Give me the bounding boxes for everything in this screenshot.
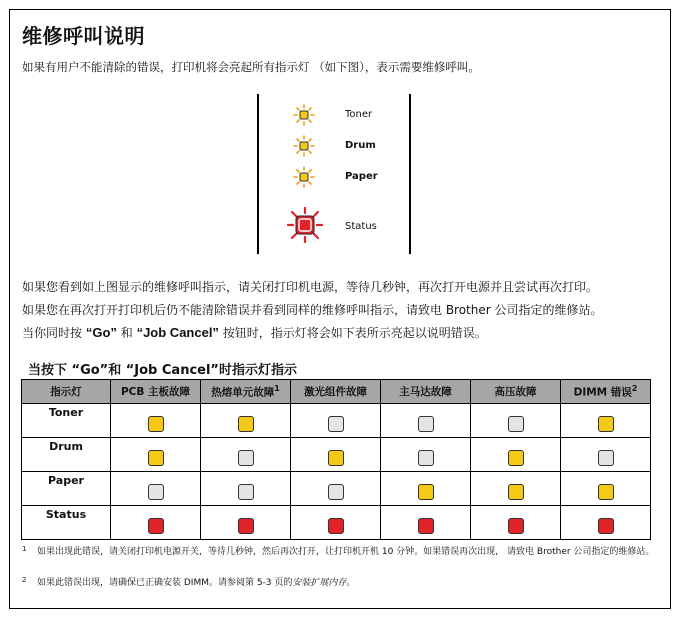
paragraph-3-part-c: 按钮时，指示灯将会如下表所示亮起以说明错误。 [222, 326, 487, 340]
indicator-cell [561, 472, 651, 506]
indicator-cell [111, 472, 201, 506]
gray-lamp-icon [598, 450, 614, 466]
table-row [22, 404, 651, 438]
yellow-lamp-icon [598, 416, 614, 432]
gray-lamp-icon [148, 484, 164, 500]
yellow-lamp-icon [328, 450, 344, 466]
indicator-cell [291, 472, 381, 506]
status-light-icon [287, 207, 323, 243]
header-text: DIMM 错误 [573, 386, 632, 399]
paragraph-3-part-a: 当你同时按 [22, 326, 83, 340]
indicator-cell [381, 438, 471, 472]
yellow-lamp-icon [508, 450, 524, 466]
red-lamp-icon [598, 518, 614, 534]
red-lamp-icon [418, 518, 434, 534]
row-label: Drum [22, 438, 111, 472]
footnote-text [37, 576, 657, 591]
gray-lamp-icon [328, 416, 344, 432]
indicator-cell [201, 472, 291, 506]
table-row [22, 472, 651, 506]
indicator-cell [561, 404, 651, 438]
table-header-row [22, 380, 651, 404]
error-indicator-table [21, 379, 651, 540]
indicator-cell [291, 438, 381, 472]
row-label: Toner [22, 404, 111, 438]
page-title: 维修呼叫说明 [22, 24, 145, 48]
header-text: 热熔单元故障 [211, 386, 275, 399]
red-lamp-icon [238, 518, 254, 534]
go-key-name: “Go” [85, 325, 117, 340]
table-title: 当按下 “Go”和 “Job Cancel”时指示灯指示 [28, 363, 297, 378]
gray-lamp-icon [508, 416, 524, 432]
toner-light-label: Toner [345, 109, 373, 120]
indicator-cell [111, 506, 201, 540]
indicator-cell [381, 404, 471, 438]
intro-text: 如果有用户不能清除的错误，打印机将会亮起所有指示灯 （如下图），表示需要维修呼叫。 [22, 60, 480, 74]
drum-light-label: Drum [345, 140, 376, 151]
yellow-lamp-icon [148, 416, 164, 432]
gray-lamp-icon [418, 416, 434, 432]
panel-left-border [257, 94, 259, 254]
indicator-cell [111, 404, 201, 438]
gray-lamp-icon [418, 450, 434, 466]
footnote-text-part: 。 [346, 578, 356, 588]
indicator-cell [561, 438, 651, 472]
panel-right-border [409, 94, 411, 254]
row-label: Paper [22, 472, 111, 506]
indicator-cell [291, 404, 381, 438]
yellow-lamp-icon [418, 484, 434, 500]
header-cell [291, 380, 381, 404]
footnote-number: 1 [22, 545, 27, 553]
indicator-cell [291, 506, 381, 540]
header-text: 激光组件故障 [304, 386, 367, 398]
job-cancel-key-name: “Job Cancel” [136, 325, 219, 340]
footnote-text-part: 如果此错误出现，请确保已正确安装 DIMM。请参阅第 5-3 页的 [37, 578, 293, 588]
paragraph-1: 如果您看到如上图显示的维修呼叫指示，请关闭打印机电源，等待几秒钟，再次打开电源并且尝试再次打印。 [22, 280, 599, 294]
header-cell [22, 380, 111, 404]
header-text: 指示灯 [50, 386, 82, 398]
toner-light-icon [293, 104, 315, 126]
header-text: 主马达故障 [399, 386, 452, 398]
indicator-cell [201, 506, 291, 540]
header-cell [471, 380, 561, 404]
drum-light-icon [293, 135, 315, 157]
indicator-cell [471, 438, 561, 472]
indicator-cell [201, 404, 291, 438]
gray-lamp-icon [238, 484, 254, 500]
paper-light-icon [293, 166, 315, 188]
red-lamp-icon [148, 518, 164, 534]
gray-lamp-icon [328, 484, 344, 500]
footnote-text: 如果出现此错误，请关闭打印机电源开关，等待几秒钟，然后再次打开，让打印机开机 10 分钟。如果错误再次出现， 请致电 Brother 公司指定的维修站。 [37, 547, 655, 557]
indicator-cell [381, 472, 471, 506]
red-lamp-icon [328, 518, 344, 534]
paper-light-label: Paper [345, 171, 378, 182]
footnote-ref: 1 [274, 383, 280, 393]
table-row [22, 506, 651, 540]
table-row [22, 438, 651, 472]
indicator-cell [471, 404, 561, 438]
paragraph-2: 如果您在再次打开打印机后仍不能清除错误并看到同样的维修呼叫指示，请致电 Brother 公司指定的维修站。 [22, 303, 603, 317]
footnote-number: 2 [22, 576, 27, 584]
paragraph-3 [22, 324, 487, 341]
footnote-emphasis: 安装扩展内存 [292, 578, 347, 588]
indicator-cell [561, 506, 651, 540]
paragraph-3-part-b: 和 [120, 326, 133, 340]
header-cell [111, 380, 201, 404]
footnote-ref: 2 [631, 383, 638, 393]
header-text: 高压故障 [494, 386, 537, 398]
status-light-label: Status [345, 221, 377, 232]
yellow-lamp-icon [508, 484, 524, 500]
header-text: PCB 主板故障 [120, 386, 191, 398]
indicator-cell [381, 506, 471, 540]
red-lamp-icon [508, 518, 524, 534]
header-cell [201, 380, 291, 404]
control-panel-diagram [257, 94, 412, 254]
gray-lamp-icon [238, 450, 254, 466]
row-label: Status [22, 506, 111, 540]
indicator-cell [111, 438, 201, 472]
yellow-lamp-icon [598, 484, 614, 500]
yellow-lamp-icon [238, 416, 254, 432]
indicator-cell [201, 438, 291, 472]
header-cell [561, 380, 651, 404]
indicator-cell [471, 506, 561, 540]
yellow-lamp-icon [148, 450, 164, 466]
header-cell [381, 380, 471, 404]
indicator-cell [471, 472, 561, 506]
